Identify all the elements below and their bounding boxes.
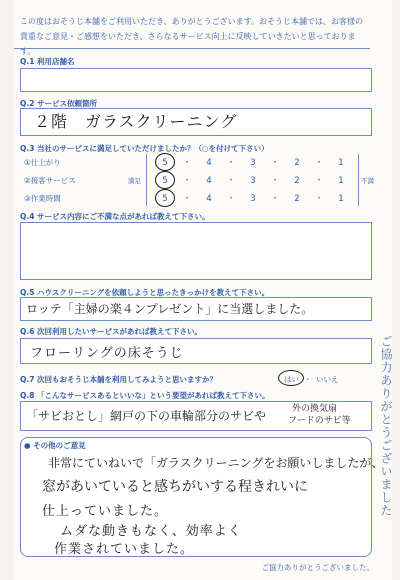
intro-text [20,14,368,59]
q3-selected-circle-2 [155,171,175,189]
other-comment-line-5: 作業されていました。 [54,542,195,557]
q4-label: Q.4 サービス内容にご不満な点があれば教えて下さい。 [20,212,210,221]
q6-answer: フローリングの床そうじ [30,346,184,361]
q6-label: Q.6 次回利用したいサービスがあれば教えて下さい。 [20,327,203,336]
other-comments-label: ● その他のご意見 [24,441,86,450]
other-comment-line-4: ムダな動きもなく、効率よく [60,524,242,539]
intro-line-1: この度はおそうじ本舗をご利用いただき、ありがとうございます。おそうじ本舗では、お客様の [20,17,364,26]
q2-answer: ２階 ガラスクリーニング [34,112,238,131]
q3-right-label: 不満 [361,177,374,185]
q3-scale-1[interactable]: 5 ・ 4 ・ 3 ・ 2 ・ 1 [162,158,344,168]
q8-label: Q.8 「こんなサービスあるといいな」という要望があれば教えて下さい。 [20,391,270,400]
other-comment-line-1: 非常にていねいで「ガラスクリーニングをお願いしましたが、 [48,456,384,470]
intro-line-2: 貴重なご意見・ご感想をいただき、さらなるサービス向上に反映していきたいと思っております。 [20,32,356,56]
q7-label: Q.7 次回もおそうじ本舗を利用してみようと思いますか？ [20,375,218,384]
other-comment-line-2: 窓があいていると感ちがいする程きれいに [42,479,308,495]
q7-option-separator: ・ [304,375,312,384]
q3-scale-2[interactable]: 5 ・ 4 ・ 3 ・ 2 ・ 1 [162,176,344,186]
q3-selected-circle-3 [155,189,175,207]
q1-answer-box[interactable] [20,68,372,92]
q3-item-label-3: ③作業時間 [24,194,61,203]
q7-selected-circle [278,370,304,386]
footer-thanks: ご協力ありがとうございました。 [261,563,374,572]
q7-option-yes[interactable]: はい [284,375,299,384]
q8-answer-3: フードのサビ等 [288,416,351,426]
q3-item-label-1: ①仕上がり [24,158,61,167]
q3-left-bracket [146,154,147,206]
q3-item-label-2: ②接客サービス [24,176,76,185]
q3-label: Q.3 当社のサービスに満足していただけましたか？（○を付けて下さい） [20,144,269,153]
q3-right-bracket [358,154,359,206]
q3-left-label: 満足 [128,177,141,185]
side-handwritten-note: ご協力ありがとうございました [379,335,393,517]
q3-selected-circle-1 [155,153,175,171]
q2-label: Q.2 サービス依頼箇所 [20,99,98,108]
q8-answer-1: 「サビおとし」網戸の下の車輪部分のサビや [26,409,267,423]
other-comment-line-3: 仕上っていました。 [42,504,169,519]
q1-label: Q.1 利用店舗名 [20,57,75,66]
intro-divider [14,48,370,49]
q5-answer: ロッテ「主婦の楽４ンプレゼント」に当選しました。 [26,302,314,316]
q3-scale-3[interactable]: 5 ・ 4 ・ 3 ・ 2 ・ 1 [162,194,344,204]
q5-label: Q.5 ハウスクリーニングを依頼しようと思ったきっかけを教えて下さい。 [20,288,270,297]
q4-answer-box[interactable] [20,222,372,280]
q7-option-no[interactable]: いいえ [316,375,339,384]
q8-answer-2: 外の換気扇 [292,404,338,414]
